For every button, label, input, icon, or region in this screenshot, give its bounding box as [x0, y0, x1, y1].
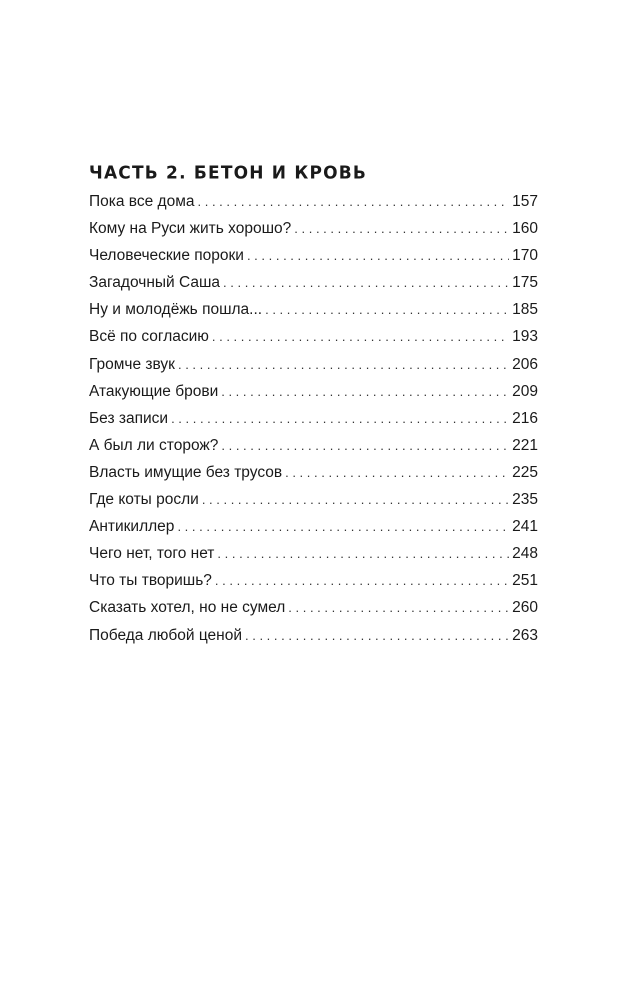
toc-entry-title: Без записи	[89, 409, 169, 427]
toc-entry-title: Сказать хотел, но не сумел	[89, 599, 286, 617]
toc-entry-title: Кому на Руси жить хорошо?	[89, 220, 292, 238]
dot-leader	[221, 432, 509, 459]
toc-entry-title: Человеческие пороки	[89, 247, 244, 265]
toc-entry	[89, 486, 538, 513]
toc-entry	[89, 188, 538, 215]
toc-entry	[89, 540, 538, 567]
toc-entry-title: Антикиллер	[89, 518, 175, 536]
toc-page-number: 260	[512, 599, 538, 617]
toc-page-number: 235	[512, 491, 538, 509]
toc-page-number: 170	[512, 247, 538, 265]
toc-entry-title: Атакующие брови	[89, 382, 219, 400]
toc-entry	[89, 432, 538, 459]
toc-entry-title: Власть имущие без трусов	[89, 463, 283, 481]
toc-entry	[89, 513, 538, 540]
table-of-contents	[89, 160, 538, 649]
part-heading: ЧАСТЬ 2. БЕТОН И КРОВЬ	[89, 162, 368, 184]
toc-entry	[89, 567, 538, 594]
dot-leader	[223, 269, 509, 296]
toc-entry-title: Где коты росли	[89, 491, 199, 509]
toc-entry	[89, 405, 538, 432]
toc-entry	[89, 242, 538, 269]
toc-page-number: 206	[512, 355, 538, 373]
toc-page-number: 160	[512, 220, 538, 238]
dot-leader	[202, 486, 509, 513]
toc-page-number: 225	[512, 463, 538, 481]
toc-entry	[89, 622, 538, 649]
toc-list	[89, 188, 538, 649]
dot-leader	[294, 215, 509, 242]
dot-leader	[288, 594, 509, 621]
toc-entry-title: Загадочный Саша	[89, 274, 221, 292]
toc-entry	[89, 459, 538, 486]
dot-leader	[177, 513, 509, 540]
dot-leader	[247, 242, 509, 269]
toc-entry	[89, 269, 538, 296]
toc-page-number: 157	[512, 193, 538, 210]
toc-page-number: 251	[512, 572, 538, 590]
toc-page-number: 248	[512, 545, 538, 563]
toc-entry	[89, 323, 538, 350]
toc-entry	[89, 594, 538, 621]
toc-entry	[89, 296, 538, 323]
dot-leader	[221, 378, 509, 405]
toc-entry-title: Чего нет, того нет	[89, 545, 215, 563]
toc-page-number: 193	[512, 328, 538, 346]
toc-entry	[89, 378, 538, 405]
toc-entry-title: Пока все дома	[89, 193, 195, 210]
toc-page-number: 216	[512, 409, 538, 427]
toc-entry-title: Громче звук	[89, 355, 175, 373]
toc-page-number: 263	[512, 626, 538, 644]
dot-leader	[285, 459, 509, 486]
toc-page-number: 175	[512, 274, 538, 292]
dot-leader	[178, 351, 509, 378]
toc-page-number: 241	[512, 518, 538, 536]
toc-entry	[89, 215, 538, 242]
dot-leader	[212, 323, 509, 350]
toc-entry-title: Ну и молодёжь пошла...	[89, 301, 263, 319]
toc-entry-title: Что ты творишь?	[89, 572, 212, 590]
toc-entry-title: А был ли сторож?	[89, 436, 219, 454]
dot-leader	[245, 622, 509, 649]
toc-entry-title: Всё по согласию	[89, 328, 209, 346]
dot-leader	[265, 296, 509, 323]
toc-entry	[89, 351, 538, 378]
dot-leader	[217, 540, 509, 567]
toc-page-number: 209	[512, 382, 538, 400]
toc-page-number: 221	[512, 436, 538, 454]
dot-leader	[198, 188, 510, 215]
dot-leader	[215, 567, 509, 594]
toc-page-number: 185	[512, 301, 538, 319]
dot-leader	[171, 405, 509, 432]
toc-entry-title: Победа любой ценой	[89, 626, 243, 644]
